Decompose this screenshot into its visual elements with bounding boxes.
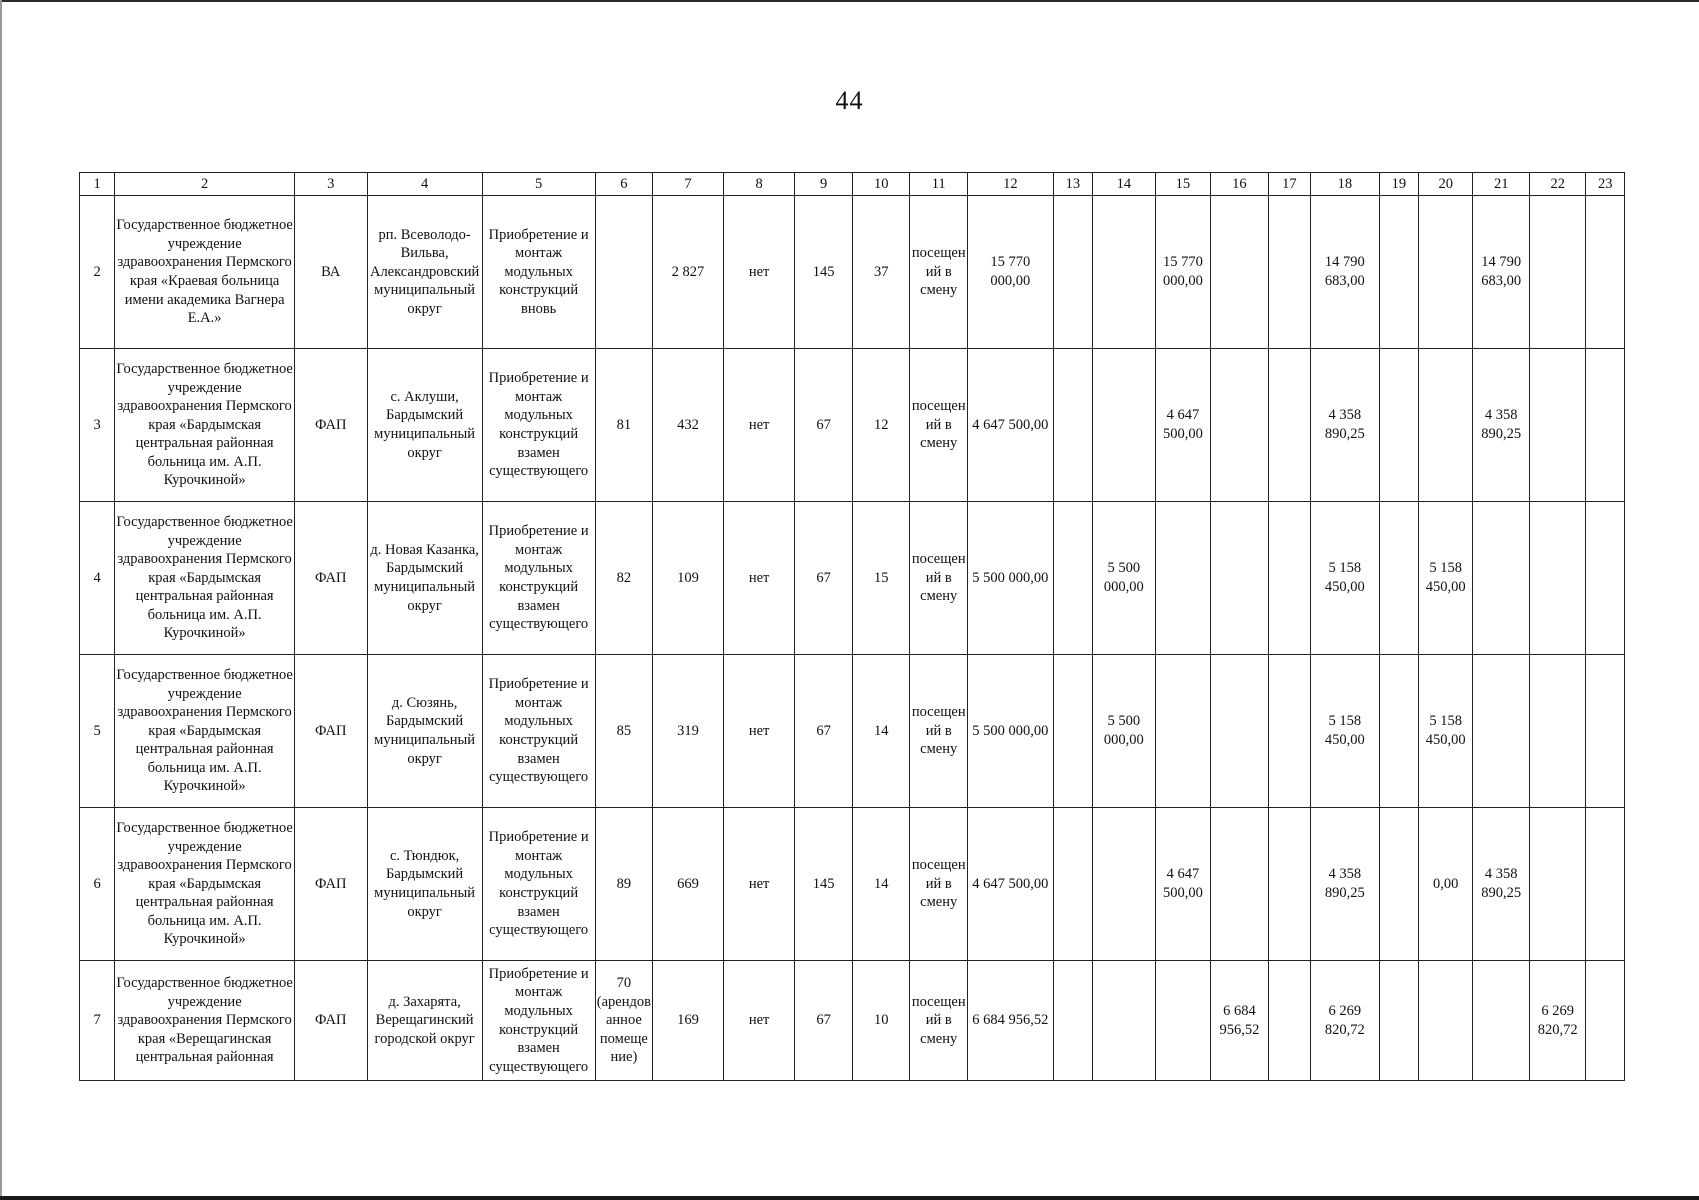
col15-amount-cell <box>1155 655 1211 808</box>
col22-amount-cell <box>1529 349 1586 502</box>
col16-amount-cell <box>1211 655 1269 808</box>
column-number: 5 <box>482 173 595 196</box>
capacity-unit-cell: посещений в смену <box>910 655 968 808</box>
col14-amount-cell: 5 500 000,00 <box>1093 655 1156 808</box>
column-number: 21 <box>1473 173 1530 196</box>
row-number-cell: 2 <box>80 196 115 349</box>
col17-cell <box>1268 349 1310 502</box>
work-type-cell: Приобретение и монтаж модульных конструкций взамен существующего <box>482 961 595 1081</box>
col19-cell <box>1379 196 1418 349</box>
table-row <box>80 655 1625 808</box>
col20-amount-cell <box>1418 196 1472 349</box>
location-cell: д. Новая Казанка, Бардымский муниципальный округ <box>367 502 482 655</box>
data-table <box>79 172 1625 1081</box>
col23-cell <box>1586 349 1625 502</box>
col8-cell: нет <box>723 502 795 655</box>
col21-amount-cell <box>1473 502 1530 655</box>
scan-top-edge <box>0 0 1699 2</box>
col12-amount-cell: 5 500 000,00 <box>967 502 1053 655</box>
col23-cell <box>1586 808 1625 961</box>
col7-cell: 669 <box>653 808 724 961</box>
col18-amount-cell: 5 158 450,00 <box>1311 502 1380 655</box>
col13-cell <box>1053 961 1092 1081</box>
col22-amount-cell <box>1529 808 1586 961</box>
col8-cell: нет <box>723 808 795 961</box>
capacity-unit-cell: посещений в смену <box>910 808 968 961</box>
col8-cell: нет <box>723 349 795 502</box>
column-number: 4 <box>367 173 482 196</box>
col16-amount-cell <box>1211 196 1269 349</box>
col17-cell <box>1268 196 1310 349</box>
col13-cell <box>1053 502 1092 655</box>
col21-amount-cell: 4 358 890,25 <box>1473 808 1530 961</box>
col18-amount-cell: 6 269 820,72 <box>1311 961 1380 1081</box>
column-number: 15 <box>1155 173 1211 196</box>
facility-type-cell: ФАП <box>294 349 367 502</box>
scan-bottom-edge <box>0 1196 1699 1200</box>
table-row <box>80 808 1625 961</box>
col7-cell: 319 <box>653 655 724 808</box>
row-number-cell: 4 <box>80 502 115 655</box>
col10-cell: 14 <box>852 655 910 808</box>
col21-amount-cell: 14 790 683,00 <box>1473 196 1530 349</box>
col6-cell: 70 (арендованное помещение) <box>595 961 653 1081</box>
column-number: 10 <box>852 173 910 196</box>
column-number: 18 <box>1311 173 1380 196</box>
col6-cell: 82 <box>595 502 653 655</box>
column-number: 19 <box>1379 173 1418 196</box>
col7-cell: 2 827 <box>653 196 724 349</box>
col16-amount-cell: 6 684 956,52 <box>1211 961 1269 1081</box>
column-number: 14 <box>1093 173 1156 196</box>
col22-amount-cell: 6 269 820,72 <box>1529 961 1586 1081</box>
col9-cell: 67 <box>795 502 853 655</box>
col19-cell <box>1379 349 1418 502</box>
capacity-unit-cell: посещений в смену <box>910 502 968 655</box>
col22-amount-cell <box>1529 655 1586 808</box>
col6-cell <box>595 196 653 349</box>
column-number: 20 <box>1418 173 1472 196</box>
institution-name-cell: Государственное бюджетное учреждение здравоохранения Пермского края «Краевая больница имени академика Вагнера Е.А.» <box>115 196 295 349</box>
col12-amount-cell: 5 500 000,00 <box>967 655 1053 808</box>
col18-amount-cell: 14 790 683,00 <box>1311 196 1380 349</box>
col15-amount-cell: 4 647 500,00 <box>1155 349 1211 502</box>
col18-amount-cell: 4 358 890,25 <box>1311 808 1380 961</box>
col12-amount-cell: 4 647 500,00 <box>967 349 1053 502</box>
location-cell: с. Тюндюк, Бардымский муниципальный округ <box>367 808 482 961</box>
column-number: 6 <box>595 173 653 196</box>
col9-cell: 67 <box>795 961 853 1081</box>
col19-cell <box>1379 961 1418 1081</box>
row-number-cell: 5 <box>80 655 115 808</box>
col9-cell: 145 <box>795 808 853 961</box>
col10-cell: 10 <box>852 961 910 1081</box>
col20-amount-cell: 0,00 <box>1418 808 1472 961</box>
col14-amount-cell <box>1093 808 1156 961</box>
location-cell: д. Сюзянь, Бардымский муниципальный округ <box>367 655 482 808</box>
col6-cell: 85 <box>595 655 653 808</box>
col17-cell <box>1268 502 1310 655</box>
col17-cell <box>1268 808 1310 961</box>
institution-name-cell: Государственное бюджетное учреждение здравоохранения Пермского края «Бардымская центральная районная больница им. А.П. Курочкиной» <box>115 655 295 808</box>
col9-cell: 67 <box>795 349 853 502</box>
institution-name-cell: Государственное бюджетное учреждение здравоохранения Пермского края «Верещагинская центральная районная <box>115 961 295 1081</box>
capacity-unit-cell: посещений в смену <box>910 349 968 502</box>
col15-amount-cell <box>1155 502 1211 655</box>
col20-amount-cell <box>1418 349 1472 502</box>
column-number: 9 <box>795 173 853 196</box>
col12-amount-cell: 4 647 500,00 <box>967 808 1053 961</box>
col14-amount-cell <box>1093 349 1156 502</box>
facility-type-cell: ФАП <box>294 502 367 655</box>
col19-cell <box>1379 502 1418 655</box>
col13-cell <box>1053 655 1092 808</box>
column-number: 22 <box>1529 173 1586 196</box>
institution-name-cell: Государственное бюджетное учреждение здравоохранения Пермского края «Бардымская центральная районная больница им. А.П. Курочкиной» <box>115 502 295 655</box>
page-number: 44 <box>835 86 864 115</box>
capacity-unit-cell: посещений в смену <box>910 196 968 349</box>
col10-cell: 14 <box>852 808 910 961</box>
col8-cell: нет <box>723 196 795 349</box>
table-row <box>80 196 1625 349</box>
col14-amount-cell <box>1093 196 1156 349</box>
col17-cell <box>1268 655 1310 808</box>
col15-amount-cell: 15 770 000,00 <box>1155 196 1211 349</box>
col20-amount-cell: 5 158 450,00 <box>1418 502 1472 655</box>
col7-cell: 169 <box>653 961 724 1081</box>
col17-cell <box>1268 961 1310 1081</box>
facility-type-cell: ФАП <box>294 961 367 1081</box>
column-number: 7 <box>653 173 724 196</box>
column-number: 17 <box>1268 173 1310 196</box>
col15-amount-cell: 4 647 500,00 <box>1155 808 1211 961</box>
column-number: 13 <box>1053 173 1092 196</box>
col10-cell: 37 <box>852 196 910 349</box>
column-number: 8 <box>723 173 795 196</box>
work-type-cell: Приобретение и монтаж модульных конструкций взамен существующего <box>482 349 595 502</box>
col18-amount-cell: 4 358 890,25 <box>1311 349 1380 502</box>
col12-amount-cell: 6 684 956,52 <box>967 961 1053 1081</box>
col22-amount-cell <box>1529 196 1586 349</box>
column-number: 23 <box>1586 173 1625 196</box>
row-number-cell: 7 <box>80 961 115 1081</box>
col8-cell: нет <box>723 961 795 1081</box>
column-number: 2 <box>115 173 295 196</box>
scan-left-edge <box>0 0 2 1200</box>
work-type-cell: Приобретение и монтаж модульных конструкций взамен существующего <box>482 655 595 808</box>
col6-cell: 89 <box>595 808 653 961</box>
institution-name-cell: Государственное бюджетное учреждение здравоохранения Пермского края «Бардымская центральная районная больница им. А.П. Курочкиной» <box>115 808 295 961</box>
col14-amount-cell: 5 500 000,00 <box>1093 502 1156 655</box>
facility-type-cell: ФАП <box>294 655 367 808</box>
col12-amount-cell: 15 770 000,00 <box>967 196 1053 349</box>
col13-cell <box>1053 349 1092 502</box>
location-cell: д. Захарята, Верещагинский городской округ <box>367 961 482 1081</box>
col9-cell: 145 <box>795 196 853 349</box>
col22-amount-cell <box>1529 502 1586 655</box>
location-cell: рп. Всеволодо-Вильва, Александровский муниципальный округ <box>367 196 482 349</box>
col7-cell: 432 <box>653 349 724 502</box>
column-number: 3 <box>294 173 367 196</box>
column-number: 16 <box>1211 173 1269 196</box>
col16-amount-cell <box>1211 808 1269 961</box>
col19-cell <box>1379 655 1418 808</box>
col23-cell <box>1586 196 1625 349</box>
col18-amount-cell: 5 158 450,00 <box>1311 655 1380 808</box>
col16-amount-cell <box>1211 502 1269 655</box>
col20-amount-cell <box>1418 961 1472 1081</box>
col15-amount-cell <box>1155 961 1211 1081</box>
col8-cell: нет <box>723 655 795 808</box>
work-type-cell: Приобретение и монтаж модульных конструкций вновь <box>482 196 595 349</box>
col20-amount-cell: 5 158 450,00 <box>1418 655 1472 808</box>
col9-cell: 67 <box>795 655 853 808</box>
row-number-cell: 6 <box>80 808 115 961</box>
col10-cell: 12 <box>852 349 910 502</box>
col16-amount-cell <box>1211 349 1269 502</box>
col19-cell <box>1379 808 1418 961</box>
work-type-cell: Приобретение и монтаж модульных конструкций взамен существующего <box>482 808 595 961</box>
col14-amount-cell <box>1093 961 1156 1081</box>
column-number: 11 <box>910 173 968 196</box>
table-row <box>80 349 1625 502</box>
header-row <box>80 173 1625 196</box>
work-type-cell: Приобретение и монтаж модульных конструкций взамен существующего <box>482 502 595 655</box>
col21-amount-cell <box>1473 961 1530 1081</box>
col21-amount-cell: 4 358 890,25 <box>1473 349 1530 502</box>
location-cell: с. Аклуши, Бардымский муниципальный округ <box>367 349 482 502</box>
col23-cell <box>1586 961 1625 1081</box>
capacity-unit-cell: посещений в смену <box>910 961 968 1081</box>
table-row <box>80 502 1625 655</box>
col13-cell <box>1053 808 1092 961</box>
table-row <box>80 961 1625 1081</box>
col23-cell <box>1586 655 1625 808</box>
col6-cell: 81 <box>595 349 653 502</box>
row-number-cell: 3 <box>80 349 115 502</box>
facility-type-cell: ФАП <box>294 808 367 961</box>
institution-name-cell: Государственное бюджетное учреждение здравоохранения Пермского края «Бардымская центральная районная больница им. А.П. Курочкиной» <box>115 349 295 502</box>
column-number: 12 <box>967 173 1053 196</box>
col10-cell: 15 <box>852 502 910 655</box>
col7-cell: 109 <box>653 502 724 655</box>
facility-type-cell: ВА <box>294 196 367 349</box>
col23-cell <box>1586 502 1625 655</box>
col13-cell <box>1053 196 1092 349</box>
column-number: 1 <box>80 173 115 196</box>
col21-amount-cell <box>1473 655 1530 808</box>
